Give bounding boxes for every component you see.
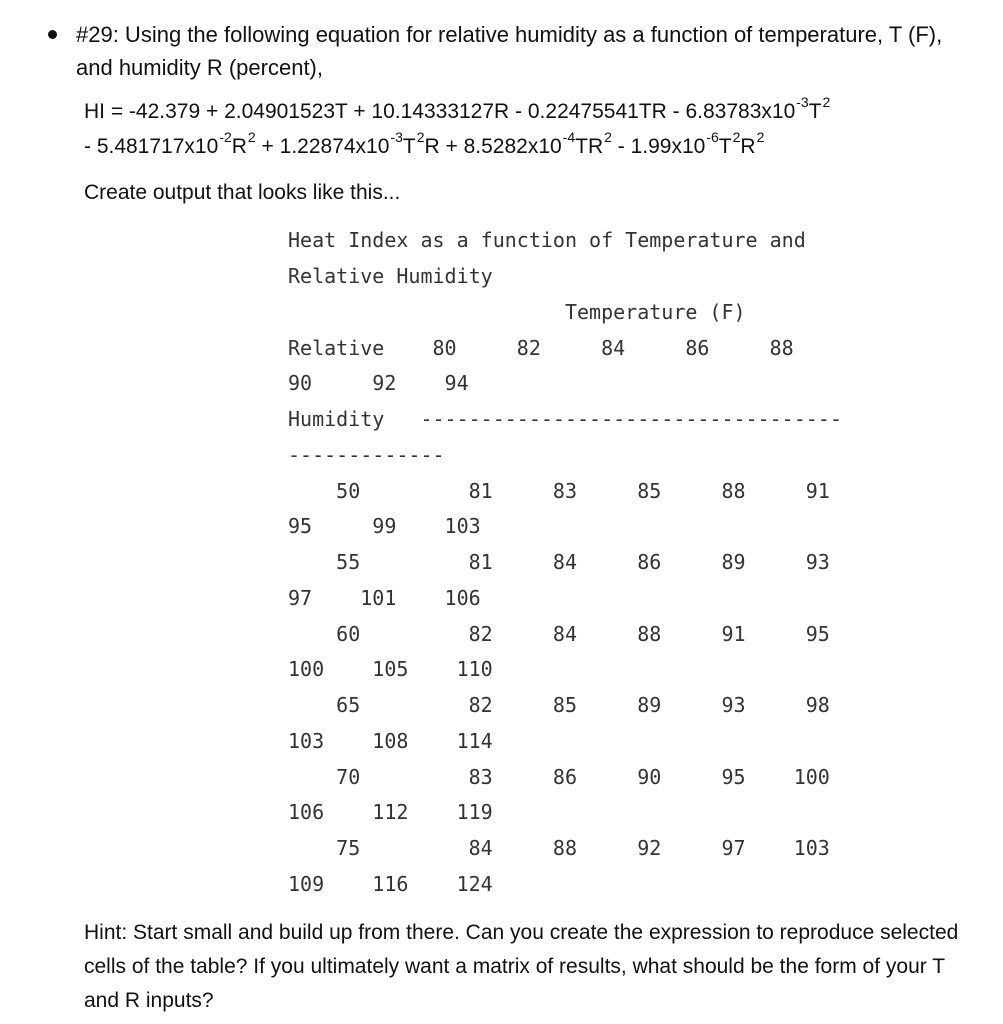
equation-text: HI = -42.379 + 2.04901523T + 10.14333127R - 0.22475541TR - 6.83783x10	[84, 100, 796, 123]
output-line: 55 81 84 86 89 93	[288, 550, 830, 574]
output-line: 97 101 106	[288, 586, 481, 610]
output-line: Relative Humidity	[288, 264, 493, 288]
output-line: Humidity -----------------------------------	[288, 407, 842, 431]
exponent: 2	[732, 129, 741, 145]
output-line: -------------	[288, 443, 445, 467]
exponent: -2	[219, 129, 232, 145]
problem-statement: #29: Using the following equation for relative humidity as a function of temperature, T (F), and humidity R (percent),	[76, 22, 943, 80]
exponent: 2	[416, 129, 425, 145]
equation-text: R + 8.5282x10	[424, 135, 562, 158]
output-line: 70 83 86 90 95 100	[288, 765, 830, 789]
output-line: 100 105 110	[288, 657, 493, 681]
exponent: -4	[562, 129, 576, 145]
exponent: 2	[247, 129, 256, 145]
hint-text: Hint: Start small and build up from there. Can you create the expression to reproduce selected cells of the table? If you ultimately want a matrix of results, what should be the form of your T and R inputs?	[84, 921, 959, 1012]
equation-text: - 5.481717x10	[84, 135, 219, 158]
output-line: 109 116 124	[288, 872, 493, 896]
exponent: 2	[756, 129, 765, 145]
equation-var: TR	[575, 135, 604, 158]
output-line: Temperature (F)	[288, 300, 746, 324]
exponent: -3	[796, 94, 809, 110]
bullet-point	[48, 30, 57, 39]
equation-var: R	[740, 135, 756, 158]
equation-text: + 1.22874x10	[255, 135, 390, 158]
exponent: -3	[390, 129, 403, 145]
output-line: 65 82 85 89 93 98	[288, 693, 830, 717]
equation-line-1	[84, 94, 831, 125]
create-output-text: Create output that looks like this...	[84, 181, 401, 204]
output-line: Relative 80 82 84 86 88	[288, 336, 794, 360]
equation-var: T	[402, 135, 416, 158]
equation-text: - 1.99x10	[611, 135, 706, 158]
output-line: Heat Index as a function of Temperature and	[288, 228, 806, 252]
output-line: 103 108 114	[288, 729, 493, 753]
equation-var: T	[808, 100, 822, 123]
output-line: 95 99 103	[288, 514, 481, 538]
equation-var: R	[231, 135, 247, 158]
output-line: 50 81 83 85 88 91	[288, 479, 830, 503]
exponent: 2	[822, 94, 831, 110]
exponent: 2	[604, 129, 612, 145]
output-line: 60 82 84 88 91 95	[288, 622, 830, 646]
equation-line-2	[84, 129, 765, 160]
equation-var: T	[718, 135, 732, 158]
exponent: -6	[706, 129, 719, 145]
output-line: 75 84 88 92 97 103	[288, 836, 830, 860]
output-line: 90 92 94	[288, 371, 469, 395]
output-line: 106 112 119	[288, 800, 493, 824]
